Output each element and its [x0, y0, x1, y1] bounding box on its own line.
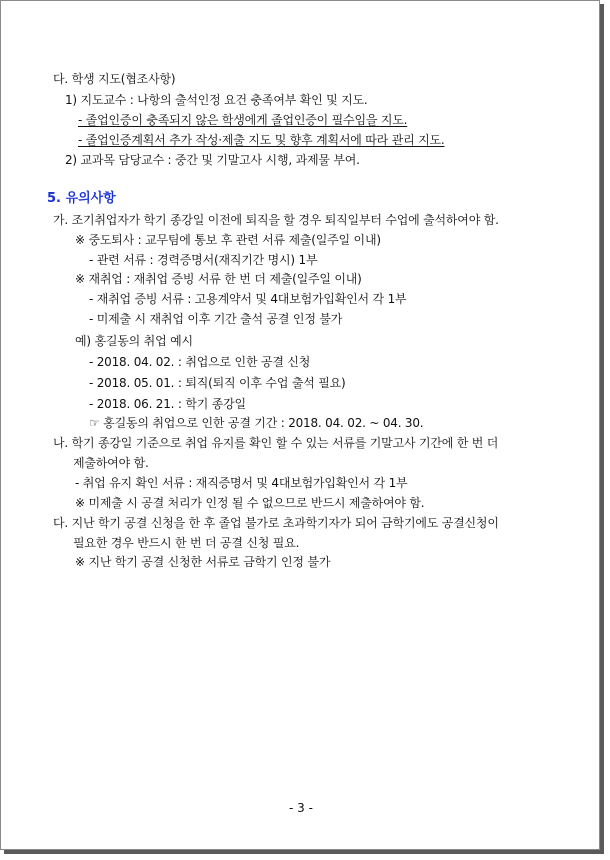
section-5-heading: 5. 유의사항	[47, 191, 116, 206]
item-advisor-sub2: - 졸업인증계획서 추가 작성·제출 지도 및 향후 계획서에 따라 관리 지도.	[78, 133, 445, 147]
example-title: 예) 홍길동의 취업 예시	[75, 334, 193, 348]
note-reemployment-docs: - 재취업 증빙 서류 : 고용계약서 및 4대보험가입확인서 각 1부	[89, 292, 407, 306]
example-line-1: - 2018. 04. 02. : 취업으로 인한 공결 신청	[89, 355, 311, 369]
example-result: ☞ 홍길동의 취업으로 인한 공결 기간 : 2018. 04. 02. ~ 04. 30.	[89, 416, 424, 430]
paragraph-na-docs: - 취업 유지 확인 서류 : 재직증명서 및 4대보험가입확인서 각 1부	[75, 476, 408, 490]
paragraph-na-line1: 나. 학기 종강일 기준으로 취업 유지를 확인 할 수 있는 서류를 기말고사 기간에 한 번 더	[53, 436, 499, 450]
note-reemployment: ※ 재취업 : 재취업 증빙 서류 한 번 더 제출(일주일 이내)	[75, 272, 362, 286]
section-da-title: 다. 학생 지도(협조사항)	[53, 72, 176, 86]
item-advisor-sub1: - 졸업인증이 충족되지 않은 학생에게 졸업인증이 필수임을 지도.	[78, 113, 408, 127]
item-advisor: 1) 지도교수 : 나항의 출석인정 요건 충족여부 확인 및 지도.	[65, 93, 368, 107]
example-line-3: - 2018. 06. 21. : 학기 종강일	[89, 397, 246, 411]
note-reemployment-nonsubmit: - 미제출 시 재취업 이후 기간 출석 공결 인정 불가	[89, 312, 343, 326]
note-resignation: ※ 중도퇴사 : 교무팀에 통보 후 관련 서류 제출(일주일 이내)	[75, 233, 381, 247]
note-resignation-docs: - 관련 서류 : 경력증명서(재직기간 명시) 1부	[89, 253, 318, 267]
paragraph-ga: 가. 조기취업자가 학기 종강일 이전에 퇴직을 할 경우 퇴직일부터 수업에 출석하여야 함.	[53, 213, 499, 227]
paragraph-na-note: ※ 미제출 시 공결 처리가 인정 될 수 없으므로 반드시 제출하여야 함.	[75, 496, 425, 510]
paragraph-da-note: ※ 지난 학기 공결 신청한 서류로 금학기 인정 불가	[75, 555, 331, 569]
paragraph-da-line1: 다. 지난 학기 공결 신청을 한 후 졸업 불가로 초과학기자가 되어 금학기에도 공결신청이	[53, 516, 499, 530]
example-line-2: - 2018. 05. 01. : 퇴직(퇴직 이후 수업 출석 필요)	[89, 376, 346, 390]
item-course-professor: 2) 교과목 담당교수 : 중간 및 기말고사 시행, 과제물 부여.	[65, 153, 360, 167]
paragraph-na-line2: 제출하여야 함.	[73, 456, 149, 470]
page-number: - 3 -	[289, 801, 313, 815]
paragraph-da-line2: 필요한 경우 반드시 한 번 더 공결 신청 필요.	[73, 536, 300, 550]
